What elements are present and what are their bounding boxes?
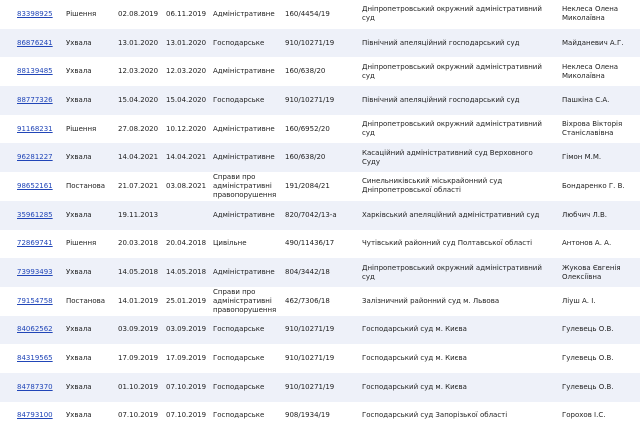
decision-date-cell [115, 172, 163, 201]
court-name-cell [359, 143, 550, 172]
court-name: Північний апеляційний господарський суд [362, 38, 520, 47]
registration-date: 03.08.2021 [166, 181, 207, 190]
court-name-cell [359, 316, 550, 345]
proceeding-type-cell [210, 201, 282, 230]
registration-date: 15.04.2020 [166, 95, 207, 104]
decision-date-cell [115, 57, 163, 86]
registration-date-cell [163, 201, 210, 230]
table-row [0, 344, 640, 373]
case-number-cell [282, 115, 359, 144]
court-name-cell [359, 230, 550, 259]
case-number-cell [282, 230, 359, 259]
proceeding-type: Адміністративне [213, 67, 275, 76]
decision-form: Рішення [66, 124, 97, 133]
case-number-cell [282, 57, 359, 86]
decision-form-cell [63, 258, 115, 287]
decision-date: 12.03.2020 [118, 67, 159, 76]
judge-name-cell [550, 29, 640, 58]
case-number: 910/10271/19 [285, 95, 335, 104]
judge-name: Віхрова Вікторія Станіславівна [562, 120, 623, 138]
decision-number-link-cell [0, 201, 63, 230]
judge-name: Гулевець О.В. [562, 325, 614, 334]
registration-date: 07.10.2019 [166, 382, 207, 391]
registration-date-cell [163, 287, 210, 316]
judge-name: Антонов А. А. [562, 239, 612, 248]
decision-form: Ухвала [66, 382, 92, 391]
decision-number-link[interactable]: 91168231 [17, 124, 53, 133]
registration-date-cell [163, 0, 210, 29]
decision-number-link[interactable]: 88777326 [17, 95, 53, 104]
decision-number-link[interactable]: 79154758 [17, 296, 53, 305]
judge-name: Гулевець О.В. [562, 382, 614, 391]
table-row [0, 57, 640, 86]
case-number-cell [282, 172, 359, 201]
case-number-cell [282, 316, 359, 345]
court-name: Залізничний районний суд м. Львова [362, 296, 500, 305]
court-name: Північний апеляційний господарський суд [362, 95, 520, 104]
proceeding-type: Справи про адміністративні правопорушення [213, 172, 277, 199]
judge-name-cell [550, 287, 640, 316]
proceeding-type-cell [210, 258, 282, 287]
court-name: Дніпропетровський окружний адміністративний суд [362, 5, 542, 23]
decision-date: 14.01.2019 [118, 296, 159, 305]
court-name-cell [359, 57, 550, 86]
proceeding-type: Господарське [213, 325, 265, 334]
decision-form: Ухвала [66, 153, 92, 162]
judge-name-cell [550, 143, 640, 172]
judge-name-cell [550, 172, 640, 201]
court-name-cell [359, 344, 550, 373]
proceeding-type-cell [210, 86, 282, 115]
decision-form: Рішення [66, 9, 97, 18]
proceeding-type: Цивільне [213, 239, 247, 248]
decision-number-link[interactable]: 96281227 [17, 153, 53, 162]
judge-name: Жукова Євгенія Олексіївна [562, 263, 621, 281]
case-number: 910/10271/19 [285, 325, 335, 334]
registration-date-cell [163, 57, 210, 86]
decision-date-cell [115, 115, 163, 144]
registration-date-cell [163, 29, 210, 58]
registration-date-cell [163, 230, 210, 259]
court-name: Дніпропетровський окружний адміністративний суд [362, 120, 542, 138]
judge-name: Гулевець О.В. [562, 354, 614, 363]
judge-name-cell [550, 230, 640, 259]
decision-form-cell [63, 230, 115, 259]
registration-date: 20.04.2018 [166, 239, 207, 248]
table-row [0, 402, 640, 431]
proceeding-type: Справи про адміністративні правопорушення [213, 287, 277, 314]
proceeding-type: Адміністративне [213, 9, 275, 18]
decision-date: 02.08.2019 [118, 9, 159, 18]
proceeding-type-cell [210, 230, 282, 259]
decision-date: 14.04.2021 [118, 153, 159, 162]
court-name: Синельниківський міськрайонний суд Дніпропетровської області [362, 177, 503, 195]
proceeding-type: Адміністративне [213, 268, 275, 277]
decision-number-link-cell [0, 172, 63, 201]
decision-form: Ухвала [66, 95, 92, 104]
decision-date-cell [115, 86, 163, 115]
court-name-cell [359, 29, 550, 58]
decision-form-cell [63, 57, 115, 86]
decision-form-cell [63, 0, 115, 29]
decision-date-cell [115, 316, 163, 345]
decision-date-cell [115, 143, 163, 172]
decision-date-cell [115, 29, 163, 58]
court-name-cell [359, 258, 550, 287]
decision-date: 20.03.2018 [118, 239, 159, 248]
decision-form: Ухвала [66, 354, 92, 363]
court-name-cell [359, 402, 550, 431]
judge-name-cell [550, 373, 640, 402]
decision-form: Ухвала [66, 411, 92, 420]
court-name-cell [359, 0, 550, 29]
decision-number-link-cell [0, 287, 63, 316]
decision-number-link-cell [0, 344, 63, 373]
decision-number-link-cell [0, 0, 63, 29]
registration-date-cell [163, 115, 210, 144]
decision-date: 14.05.2018 [118, 268, 159, 277]
registration-date-cell [163, 172, 210, 201]
judge-name: Бондаренко Г. В. [562, 181, 625, 190]
decision-number-link[interactable]: 72869741 [17, 239, 53, 248]
decision-number-link-cell [0, 373, 63, 402]
decision-number-link[interactable]: 86876241 [17, 38, 53, 47]
decision-date: 17.09.2019 [118, 354, 159, 363]
judge-name: Пашкіна С.А. [562, 95, 610, 104]
case-number-cell [282, 402, 359, 431]
table-row [0, 143, 640, 172]
proceeding-type-cell [210, 57, 282, 86]
decision-date: 13.01.2020 [118, 38, 159, 47]
case-number: 910/10271/19 [285, 382, 335, 391]
decision-date: 19.11.2013 [118, 210, 159, 219]
case-number: 910/10271/19 [285, 354, 335, 363]
proceeding-type: Господарське [213, 354, 265, 363]
decision-date: 21.07.2021 [118, 181, 159, 190]
proceeding-type-cell [210, 344, 282, 373]
court-name-cell [359, 201, 550, 230]
table-row [0, 258, 640, 287]
decision-date: 07.10.2019 [118, 411, 159, 420]
registration-date: 17.09.2019 [166, 354, 207, 363]
decision-number-link[interactable]: 83398925 [17, 9, 53, 18]
court-name: Дніпропетровський окружний адміністративний суд [362, 62, 542, 80]
court-name: Господарський суд м. Києва [362, 354, 467, 363]
case-number-cell [282, 287, 359, 316]
proceeding-type: Господарське [213, 38, 265, 47]
judge-name-cell [550, 115, 640, 144]
decision-number-link-cell [0, 143, 63, 172]
table-row [0, 172, 640, 201]
court-name: Господарський суд м. Києва [362, 382, 467, 391]
decision-form: Постанова [66, 181, 106, 190]
case-number: 490/11436/17 [285, 239, 335, 248]
decision-number-link[interactable]: 35961285 [17, 210, 53, 219]
decision-date-cell [115, 344, 163, 373]
table-row [0, 230, 640, 259]
judge-name: Любчич Л.В. [562, 210, 608, 219]
decision-date: 01.10.2019 [118, 382, 159, 391]
proceeding-type-cell [210, 287, 282, 316]
court-name: Чутівський районний суд Полтавської області [362, 239, 533, 248]
judge-name: Неклеса Олена Миколаївна [562, 62, 619, 80]
case-number-cell [282, 201, 359, 230]
court-name: Дніпропетровський окружний адміністративний суд [362, 263, 542, 281]
registration-date: 14.05.2018 [166, 268, 207, 277]
judge-name: Ліуш А. І. [562, 296, 596, 305]
judge-name-cell [550, 0, 640, 29]
court-name-cell [359, 86, 550, 115]
case-number-cell [282, 258, 359, 287]
decision-number-link-cell [0, 29, 63, 58]
case-number: 191/2084/21 [285, 181, 330, 190]
table-row [0, 86, 640, 115]
decision-date-cell [115, 230, 163, 259]
decision-form-cell [63, 86, 115, 115]
case-number: 908/1934/19 [285, 411, 330, 420]
court-name-cell [359, 373, 550, 402]
judge-name-cell [550, 201, 640, 230]
proceeding-type: Господарське [213, 411, 265, 420]
decision-form-cell [63, 373, 115, 402]
decision-form-cell [63, 287, 115, 316]
decision-form: Рішення [66, 239, 97, 248]
case-number: 160/638/20 [285, 153, 326, 162]
registration-date-cell [163, 316, 210, 345]
registration-date: 25.01.2019 [166, 296, 207, 305]
decision-date: 15.04.2020 [118, 95, 159, 104]
decision-number-link[interactable]: 84319565 [17, 354, 53, 363]
decision-number-link-cell [0, 316, 63, 345]
case-number: 462/7306/18 [285, 296, 330, 305]
decision-form-cell [63, 115, 115, 144]
registration-date-cell [163, 344, 210, 373]
decision-form-cell [63, 201, 115, 230]
court-name: Господарський суд Запорізької області [362, 411, 508, 420]
court-name-cell [359, 115, 550, 144]
registration-date-cell [163, 373, 210, 402]
decision-date-cell [115, 258, 163, 287]
judge-name: Гімон М.М. [562, 153, 602, 162]
proceeding-type: Господарське [213, 95, 265, 104]
decision-form-cell [63, 402, 115, 431]
decision-form-cell [63, 143, 115, 172]
decision-number-link-cell [0, 258, 63, 287]
registration-date: 12.03.2020 [166, 67, 207, 76]
decision-form-cell [63, 316, 115, 345]
decision-number-link-cell [0, 115, 63, 144]
proceeding-type-cell [210, 402, 282, 431]
decision-date-cell [115, 0, 163, 29]
proceeding-type-cell [210, 172, 282, 201]
judge-name: Майданевич А.Г. [562, 38, 624, 47]
court-name-cell [359, 287, 550, 316]
judge-name-cell [550, 316, 640, 345]
registration-date: 06.11.2019 [166, 9, 207, 18]
decision-number-link-cell [0, 86, 63, 115]
table-row [0, 115, 640, 144]
registration-date-cell [163, 86, 210, 115]
decision-form: Ухвала [66, 38, 92, 47]
decision-form: Ухвала [66, 210, 92, 219]
decision-date: 03.09.2019 [118, 325, 159, 334]
proceeding-type: Адміністративне [213, 124, 275, 133]
judge-name-cell [550, 57, 640, 86]
proceeding-type-cell [210, 143, 282, 172]
decision-form: Постанова [66, 296, 106, 305]
case-number: 160/6952/20 [285, 124, 330, 133]
decision-number-link[interactable]: 73993493 [17, 268, 53, 277]
proceeding-type-cell [210, 115, 282, 144]
judge-name-cell [550, 86, 640, 115]
court-name: Касаційний адміністративний суд Верховного Суду [362, 148, 533, 166]
table-row [0, 29, 640, 58]
decision-date-cell [115, 402, 163, 431]
decision-number-link[interactable]: 98652161 [17, 181, 53, 190]
judge-name: Неклеса Олена Миколаївна [562, 5, 619, 23]
proceeding-type-cell [210, 316, 282, 345]
decision-number-link-cell [0, 402, 63, 431]
court-name-cell [359, 172, 550, 201]
case-number-cell [282, 86, 359, 115]
decision-form-cell [63, 172, 115, 201]
registration-date: 13.01.2020 [166, 38, 207, 47]
registration-date: 14.04.2021 [166, 153, 207, 162]
decision-number-link[interactable]: 88139485 [17, 67, 53, 76]
registration-date: 03.09.2019 [166, 325, 207, 334]
table-row [0, 0, 640, 29]
case-number: 160/4454/19 [285, 9, 330, 18]
case-number-cell [282, 373, 359, 402]
decision-number-link[interactable]: 84062562 [17, 325, 53, 334]
registration-date: 07.10.2019 [166, 411, 207, 420]
judge-name-cell [550, 344, 640, 373]
registration-date: 10.12.2020 [166, 124, 207, 133]
decision-date-cell [115, 201, 163, 230]
registration-date-cell [163, 402, 210, 431]
case-number: 820/7042/13-а [285, 210, 337, 219]
case-number-cell [282, 344, 359, 373]
decision-form-cell [63, 29, 115, 58]
decision-number-link[interactable]: 84793100 [17, 411, 53, 420]
decision-form: Ухвала [66, 268, 92, 277]
table-row [0, 316, 640, 345]
decision-form: Ухвала [66, 325, 92, 334]
court-name: Харківський апеляційний адміністративний суд [362, 210, 540, 219]
decision-number-link-cell [0, 57, 63, 86]
decision-date-cell [115, 373, 163, 402]
decision-form: Ухвала [66, 67, 92, 76]
proceeding-type-cell [210, 0, 282, 29]
case-number: 804/3442/18 [285, 268, 330, 277]
registration-date-cell [163, 143, 210, 172]
case-number-cell [282, 143, 359, 172]
proceeding-type: Господарське [213, 382, 265, 391]
case-number: 160/638/20 [285, 67, 326, 76]
decision-date-cell [115, 287, 163, 316]
judge-name-cell [550, 258, 640, 287]
court-name: Господарський суд м. Києва [362, 325, 467, 334]
table-row [0, 201, 640, 230]
proceeding-type: Адміністративне [213, 153, 275, 162]
decision-number-link-cell [0, 230, 63, 259]
table-row [0, 373, 640, 402]
case-number: 910/10271/19 [285, 38, 335, 47]
decision-form-cell [63, 344, 115, 373]
proceeding-type-cell [210, 373, 282, 402]
case-number-cell [282, 29, 359, 58]
decision-date: 27.08.2020 [118, 124, 159, 133]
proceeding-type-cell [210, 29, 282, 58]
proceeding-type: Адміністративне [213, 210, 275, 219]
judge-name: Горохов І.С. [562, 411, 606, 420]
registration-date-cell [163, 258, 210, 287]
table-row [0, 287, 640, 316]
judge-name-cell [550, 402, 640, 431]
case-number-cell [282, 0, 359, 29]
decision-number-link[interactable]: 84787370 [17, 382, 53, 391]
